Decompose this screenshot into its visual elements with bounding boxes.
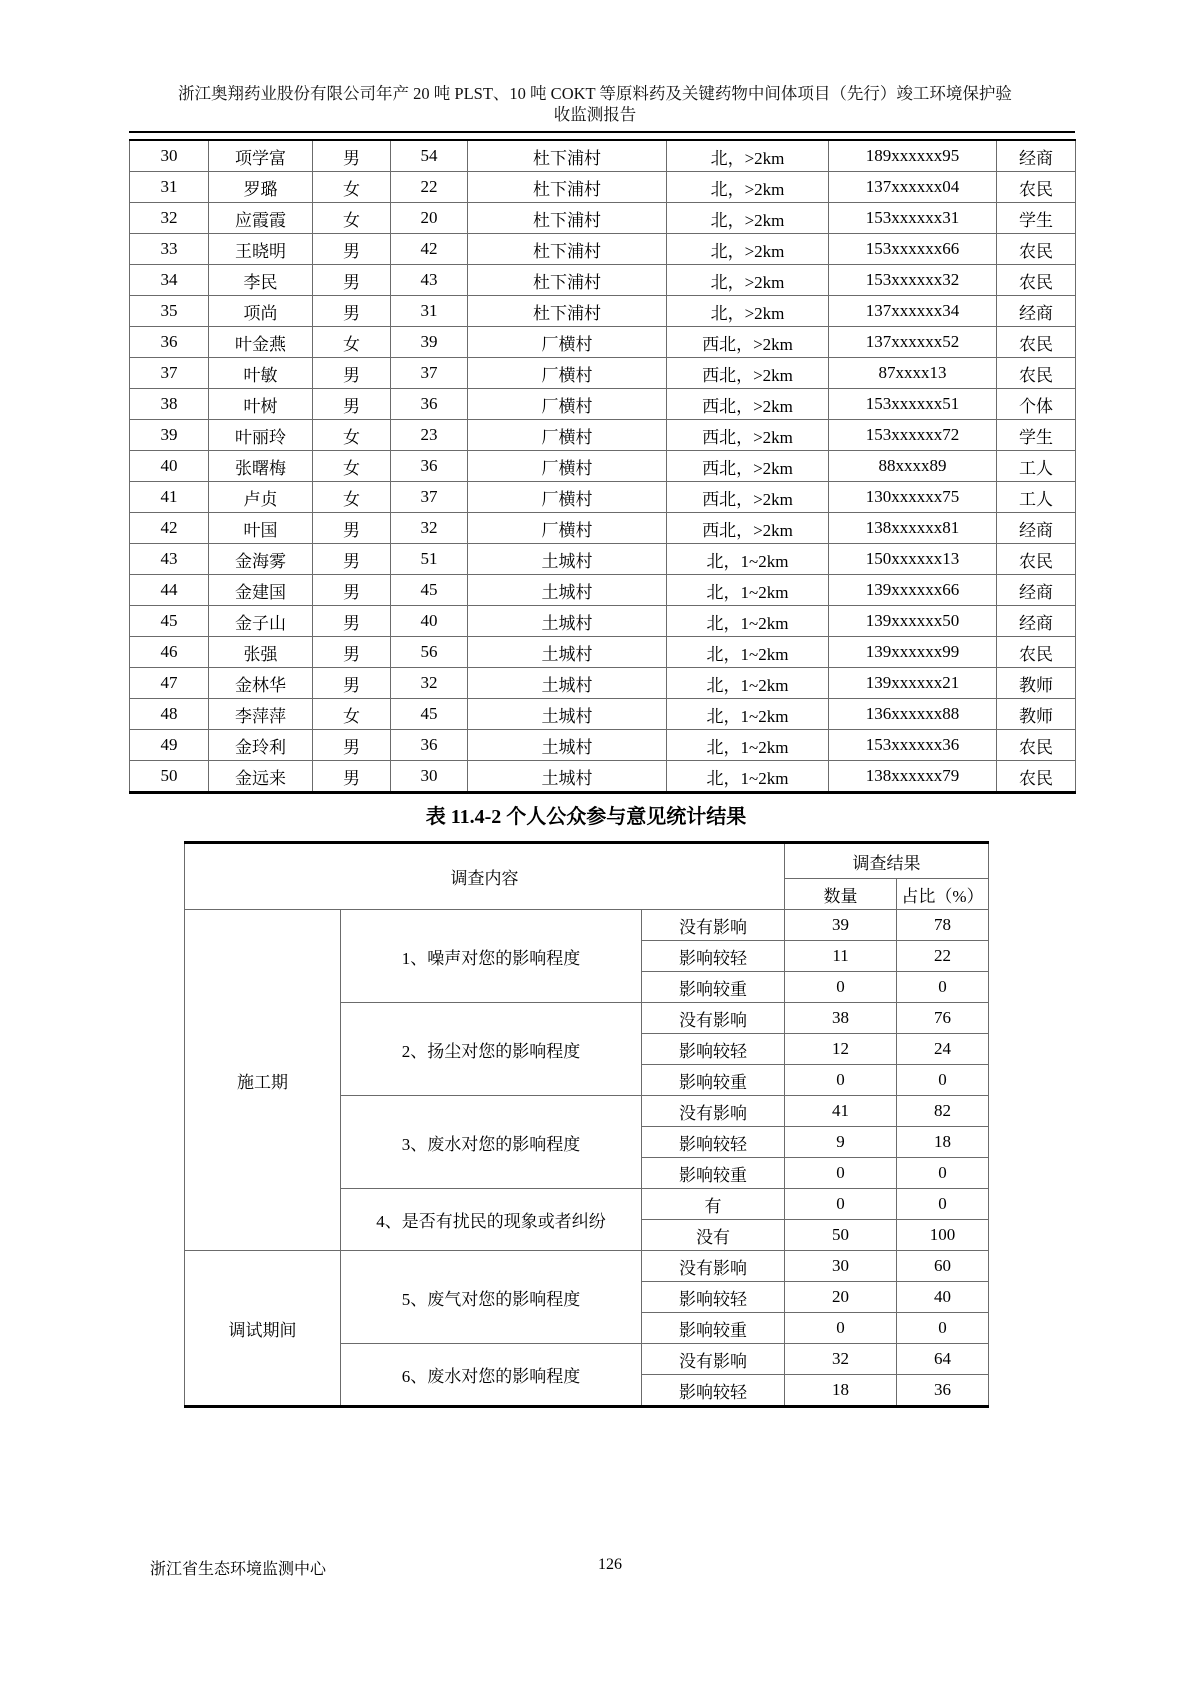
cell-gender: 男 — [313, 140, 391, 172]
cell-village: 厂横村 — [468, 389, 667, 420]
cell-answer: 没有影响 — [642, 1251, 785, 1282]
cell-name: 叶丽玲 — [209, 420, 313, 451]
cell-count: 38 — [785, 1003, 897, 1034]
cell-village: 杜下浦村 — [468, 140, 667, 172]
cell-village: 厂横村 — [468, 358, 667, 389]
cell-answer: 影响较重 — [642, 1065, 785, 1096]
cell-percent: 78 — [897, 910, 989, 941]
cell-answer: 影响较轻 — [642, 941, 785, 972]
cell-gender: 女 — [313, 420, 391, 451]
cell-percent: 18 — [897, 1127, 989, 1158]
cell-occupation: 工人 — [997, 451, 1076, 482]
cell-occupation: 农民 — [997, 234, 1076, 265]
cell-occupation: 经商 — [997, 575, 1076, 606]
cell-number: 37 — [130, 358, 209, 389]
cell-village: 土城村 — [468, 544, 667, 575]
header-count: 数量 — [785, 879, 897, 910]
cell-occupation: 农民 — [997, 730, 1076, 761]
cell-occupation: 经商 — [997, 296, 1076, 327]
cell-age: 45 — [391, 699, 468, 730]
cell-count: 39 — [785, 910, 897, 941]
cell-number: 42 — [130, 513, 209, 544]
cell-phone: 153xxxxxx72 — [829, 420, 997, 451]
cell-gender: 男 — [313, 296, 391, 327]
cell-number: 30 — [130, 140, 209, 172]
cell-village: 厂横村 — [468, 451, 667, 482]
cell-question: 5、废气对您的影响程度 — [341, 1251, 642, 1344]
respondent-row — [130, 296, 1076, 327]
cell-name: 金建国 — [209, 575, 313, 606]
cell-name: 金玲利 — [209, 730, 313, 761]
cell-age: 43 — [391, 265, 468, 296]
cell-answer: 没有影响 — [642, 910, 785, 941]
survey-table-title: 表 11.4-2 个人公众参与意见统计结果 — [425, 806, 747, 828]
cell-village: 土城村 — [468, 668, 667, 699]
cell-count: 18 — [785, 1375, 897, 1407]
survey-table — [184, 841, 989, 1408]
cell-age: 37 — [391, 358, 468, 389]
cell-village: 土城村 — [468, 637, 667, 668]
cell-gender: 女 — [313, 172, 391, 203]
cell-gender: 男 — [313, 575, 391, 606]
cell-name: 张强 — [209, 637, 313, 668]
cell-gender: 男 — [313, 668, 391, 699]
cell-gender: 男 — [313, 637, 391, 668]
cell-percent: 82 — [897, 1096, 989, 1127]
cell-age: 39 — [391, 327, 468, 358]
cell-direction-distance: 北，1~2km — [667, 730, 829, 761]
cell-count: 50 — [785, 1220, 897, 1251]
cell-answer: 影响较重 — [642, 972, 785, 1003]
cell-answer: 有 — [642, 1189, 785, 1220]
cell-gender: 男 — [313, 358, 391, 389]
cell-phone: 153xxxxxx51 — [829, 389, 997, 420]
cell-occupation: 经商 — [997, 606, 1076, 637]
cell-number: 36 — [130, 327, 209, 358]
respondent-row — [130, 730, 1076, 761]
cell-percent: 24 — [897, 1034, 989, 1065]
cell-phone: 136xxxxxx88 — [829, 699, 997, 730]
cell-number: 49 — [130, 730, 209, 761]
respondent-row — [130, 761, 1076, 793]
cell-percent: 64 — [897, 1344, 989, 1375]
cell-name: 金子山 — [209, 606, 313, 637]
cell-count: 0 — [785, 1313, 897, 1344]
cell-direction-distance: 西北，>2km — [667, 451, 829, 482]
cell-answer: 影响较重 — [642, 1313, 785, 1344]
cell-direction-distance: 西北，>2km — [667, 389, 829, 420]
cell-percent: 0 — [897, 972, 989, 1003]
cell-phone: 137xxxxxx52 — [829, 327, 997, 358]
cell-answer: 影响较轻 — [642, 1375, 785, 1407]
respondent-row — [130, 699, 1076, 730]
cell-gender: 男 — [313, 761, 391, 793]
cell-gender: 男 — [313, 606, 391, 637]
cell-occupation: 学生 — [997, 203, 1076, 234]
cell-direction-distance: 北，1~2km — [667, 637, 829, 668]
page-header — [100, 83, 1090, 125]
cell-occupation: 农民 — [997, 544, 1076, 575]
cell-gender: 女 — [313, 451, 391, 482]
survey-table-head — [185, 843, 989, 910]
respondent-row — [130, 668, 1076, 699]
cell-question: 1、噪声对您的影响程度 — [341, 910, 642, 1003]
cell-name: 张曙梅 — [209, 451, 313, 482]
cell-answer: 没有影响 — [642, 1096, 785, 1127]
cell-gender: 女 — [313, 699, 391, 730]
cell-number: 48 — [130, 699, 209, 730]
cell-gender: 男 — [313, 234, 391, 265]
cell-count: 41 — [785, 1096, 897, 1127]
cell-phase-group: 施工期 — [185, 910, 341, 1251]
footer-organization: 浙江省生态环境监测中心 — [150, 1561, 327, 1578]
respondent-row — [130, 172, 1076, 203]
cell-occupation: 农民 — [997, 637, 1076, 668]
cell-name: 项学富 — [209, 140, 313, 172]
cell-answer: 影响较轻 — [642, 1034, 785, 1065]
cell-percent: 60 — [897, 1251, 989, 1282]
respondent-row — [130, 203, 1076, 234]
cell-village: 厂横村 — [468, 327, 667, 358]
cell-percent: 40 — [897, 1282, 989, 1313]
cell-phone: 139xxxxxx66 — [829, 575, 997, 606]
cell-age: 42 — [391, 234, 468, 265]
cell-name: 叶敏 — [209, 358, 313, 389]
page-header-line2: 收监测报告 — [553, 105, 637, 124]
cell-number: 43 — [130, 544, 209, 575]
cell-phone: 87xxxx13 — [829, 358, 997, 389]
cell-age: 36 — [391, 389, 468, 420]
cell-question: 3、废水对您的影响程度 — [341, 1096, 642, 1189]
respondent-row — [130, 389, 1076, 420]
respondent-row — [130, 513, 1076, 544]
cell-count: 30 — [785, 1251, 897, 1282]
cell-number: 47 — [130, 668, 209, 699]
cell-direction-distance: 北，1~2km — [667, 575, 829, 606]
survey-header-row-1 — [185, 843, 989, 879]
cell-name: 叶树 — [209, 389, 313, 420]
cell-age: 20 — [391, 203, 468, 234]
cell-answer: 没有 — [642, 1220, 785, 1251]
cell-question: 6、废水对您的影响程度 — [341, 1344, 642, 1407]
cell-direction-distance: 北，>2km — [667, 172, 829, 203]
cell-number: 45 — [130, 606, 209, 637]
header-percent: 占比（%） — [897, 879, 989, 910]
cell-count: 0 — [785, 972, 897, 1003]
cell-name: 项尚 — [209, 296, 313, 327]
cell-gender: 女 — [313, 327, 391, 358]
page-number: 126 — [598, 1556, 622, 1573]
cell-count: 12 — [785, 1034, 897, 1065]
cell-number: 32 — [130, 203, 209, 234]
cell-number: 46 — [130, 637, 209, 668]
page-header-line1: 浙江奥翔药业股份有限公司年产 20 吨 PLST、10 吨 COKT 等原料药及关键药物中间体项目（先行）竣工环境保护验 — [178, 84, 1012, 103]
cell-age: 22 — [391, 172, 468, 203]
cell-phone: 138xxxxxx81 — [829, 513, 997, 544]
cell-village: 厂横村 — [468, 513, 667, 544]
cell-phone: 153xxxxxx31 — [829, 203, 997, 234]
cell-direction-distance: 北，1~2km — [667, 761, 829, 793]
cell-direction-distance: 北，1~2km — [667, 668, 829, 699]
cell-gender: 男 — [313, 389, 391, 420]
cell-age: 36 — [391, 451, 468, 482]
cell-age: 30 — [391, 761, 468, 793]
cell-phone: 139xxxxxx50 — [829, 606, 997, 637]
cell-percent: 36 — [897, 1375, 989, 1407]
cell-age: 36 — [391, 730, 468, 761]
respondent-row — [130, 637, 1076, 668]
cell-phone: 153xxxxxx36 — [829, 730, 997, 761]
cell-direction-distance: 西北，>2km — [667, 482, 829, 513]
cell-answer: 没有影响 — [642, 1003, 785, 1034]
cell-village: 杜下浦村 — [468, 265, 667, 296]
respondent-row — [130, 327, 1076, 358]
cell-village: 土城村 — [468, 761, 667, 793]
cell-name: 金林华 — [209, 668, 313, 699]
cell-gender: 女 — [313, 482, 391, 513]
cell-phone: 137xxxxxx34 — [829, 296, 997, 327]
cell-percent: 22 — [897, 941, 989, 972]
respondent-row — [130, 420, 1076, 451]
respondent-row — [130, 575, 1076, 606]
cell-number: 31 — [130, 172, 209, 203]
cell-percent: 0 — [897, 1189, 989, 1220]
respondent-row — [130, 544, 1076, 575]
cell-percent: 0 — [897, 1158, 989, 1189]
cell-count: 9 — [785, 1127, 897, 1158]
cell-direction-distance: 西北，>2km — [667, 420, 829, 451]
cell-village: 杜下浦村 — [468, 296, 667, 327]
cell-count: 20 — [785, 1282, 897, 1313]
header-survey-content: 调查内容 — [185, 843, 785, 910]
cell-phone: 138xxxxxx79 — [829, 761, 997, 793]
cell-answer: 影响较轻 — [642, 1282, 785, 1313]
cell-name: 卢贞 — [209, 482, 313, 513]
cell-gender: 男 — [313, 265, 391, 296]
cell-direction-distance: 北，1~2km — [667, 699, 829, 730]
cell-phone: 139xxxxxx99 — [829, 637, 997, 668]
cell-answer: 影响较重 — [642, 1158, 785, 1189]
cell-number: 33 — [130, 234, 209, 265]
cell-village: 厂横村 — [468, 482, 667, 513]
cell-gender: 男 — [313, 513, 391, 544]
respondent-table-body — [130, 140, 1076, 793]
respondent-row — [130, 606, 1076, 637]
cell-direction-distance: 北，>2km — [667, 140, 829, 172]
respondent-row — [130, 482, 1076, 513]
cell-percent: 0 — [897, 1065, 989, 1096]
cell-occupation: 农民 — [997, 358, 1076, 389]
cell-occupation: 个体 — [997, 389, 1076, 420]
cell-age: 40 — [391, 606, 468, 637]
cell-phase-group: 调试期间 — [185, 1251, 341, 1407]
cell-name: 李民 — [209, 265, 313, 296]
cell-phone: 153xxxxxx32 — [829, 265, 997, 296]
header-rule — [129, 131, 1075, 133]
cell-occupation: 经商 — [997, 140, 1076, 172]
cell-occupation: 农民 — [997, 172, 1076, 203]
cell-number: 39 — [130, 420, 209, 451]
cell-village: 杜下浦村 — [468, 234, 667, 265]
respondent-row — [130, 358, 1076, 389]
cell-name: 李萍萍 — [209, 699, 313, 730]
cell-phone: 139xxxxxx21 — [829, 668, 997, 699]
cell-occupation: 工人 — [997, 482, 1076, 513]
cell-number: 50 — [130, 761, 209, 793]
cell-age: 45 — [391, 575, 468, 606]
cell-name: 王晓明 — [209, 234, 313, 265]
cell-occupation: 农民 — [997, 327, 1076, 358]
cell-direction-distance: 北，>2km — [667, 265, 829, 296]
cell-answer: 影响较轻 — [642, 1127, 785, 1158]
cell-name: 金远来 — [209, 761, 313, 793]
cell-village: 土城村 — [468, 699, 667, 730]
survey-table-body — [185, 910, 989, 1407]
cell-village: 土城村 — [468, 606, 667, 637]
cell-age: 23 — [391, 420, 468, 451]
respondent-row — [130, 234, 1076, 265]
cell-name: 叶金燕 — [209, 327, 313, 358]
cell-name: 应霞霞 — [209, 203, 313, 234]
cell-count: 0 — [785, 1158, 897, 1189]
cell-percent: 100 — [897, 1220, 989, 1251]
survey-row — [185, 1251, 989, 1282]
cell-direction-distance: 北，1~2km — [667, 544, 829, 575]
cell-village: 杜下浦村 — [468, 172, 667, 203]
cell-number: 44 — [130, 575, 209, 606]
cell-percent: 76 — [897, 1003, 989, 1034]
survey-row — [185, 910, 989, 941]
cell-gender: 男 — [313, 730, 391, 761]
cell-occupation: 农民 — [997, 761, 1076, 793]
cell-name: 金海雾 — [209, 544, 313, 575]
cell-number: 38 — [130, 389, 209, 420]
cell-occupation: 农民 — [997, 265, 1076, 296]
cell-age: 54 — [391, 140, 468, 172]
header-survey-result: 调查结果 — [785, 843, 989, 879]
cell-age: 37 — [391, 482, 468, 513]
cell-village: 厂横村 — [468, 420, 667, 451]
cell-age: 32 — [391, 513, 468, 544]
cell-answer: 没有影响 — [642, 1344, 785, 1375]
cell-phone: 130xxxxxx75 — [829, 482, 997, 513]
cell-village: 杜下浦村 — [468, 203, 667, 234]
cell-direction-distance: 北，1~2km — [667, 606, 829, 637]
respondent-table — [129, 139, 1076, 794]
cell-count: 0 — [785, 1189, 897, 1220]
cell-question: 4、是否有扰民的现象或者纠纷 — [341, 1189, 642, 1251]
cell-age: 32 — [391, 668, 468, 699]
respondent-row — [130, 451, 1076, 482]
cell-phone: 88xxxx89 — [829, 451, 997, 482]
cell-percent: 0 — [897, 1313, 989, 1344]
cell-direction-distance: 西北，>2km — [667, 358, 829, 389]
cell-phone: 137xxxxxx04 — [829, 172, 997, 203]
cell-age: 56 — [391, 637, 468, 668]
cell-village: 土城村 — [468, 730, 667, 761]
cell-question: 2、扬尘对您的影响程度 — [341, 1003, 642, 1096]
cell-count: 32 — [785, 1344, 897, 1375]
cell-direction-distance: 北，>2km — [667, 203, 829, 234]
cell-occupation: 学生 — [997, 420, 1076, 451]
cell-number: 41 — [130, 482, 209, 513]
cell-direction-distance: 西北，>2km — [667, 513, 829, 544]
cell-age: 31 — [391, 296, 468, 327]
cell-gender: 男 — [313, 544, 391, 575]
cell-count: 0 — [785, 1065, 897, 1096]
cell-phone: 189xxxxxx95 — [829, 140, 997, 172]
cell-direction-distance: 北，>2km — [667, 296, 829, 327]
cell-number: 35 — [130, 296, 209, 327]
cell-phone: 150xxxxxx13 — [829, 544, 997, 575]
cell-number: 40 — [130, 451, 209, 482]
cell-number: 34 — [130, 265, 209, 296]
cell-occupation: 教师 — [997, 668, 1076, 699]
cell-direction-distance: 北，>2km — [667, 234, 829, 265]
cell-age: 51 — [391, 544, 468, 575]
respondent-row — [130, 265, 1076, 296]
cell-occupation: 经商 — [997, 513, 1076, 544]
cell-name: 叶国 — [209, 513, 313, 544]
respondent-row — [130, 140, 1076, 172]
cell-direction-distance: 西北，>2km — [667, 327, 829, 358]
cell-gender: 女 — [313, 203, 391, 234]
cell-name: 罗璐 — [209, 172, 313, 203]
cell-count: 11 — [785, 941, 897, 972]
cell-village: 土城村 — [468, 575, 667, 606]
cell-occupation: 教师 — [997, 699, 1076, 730]
cell-phone: 153xxxxxx66 — [829, 234, 997, 265]
